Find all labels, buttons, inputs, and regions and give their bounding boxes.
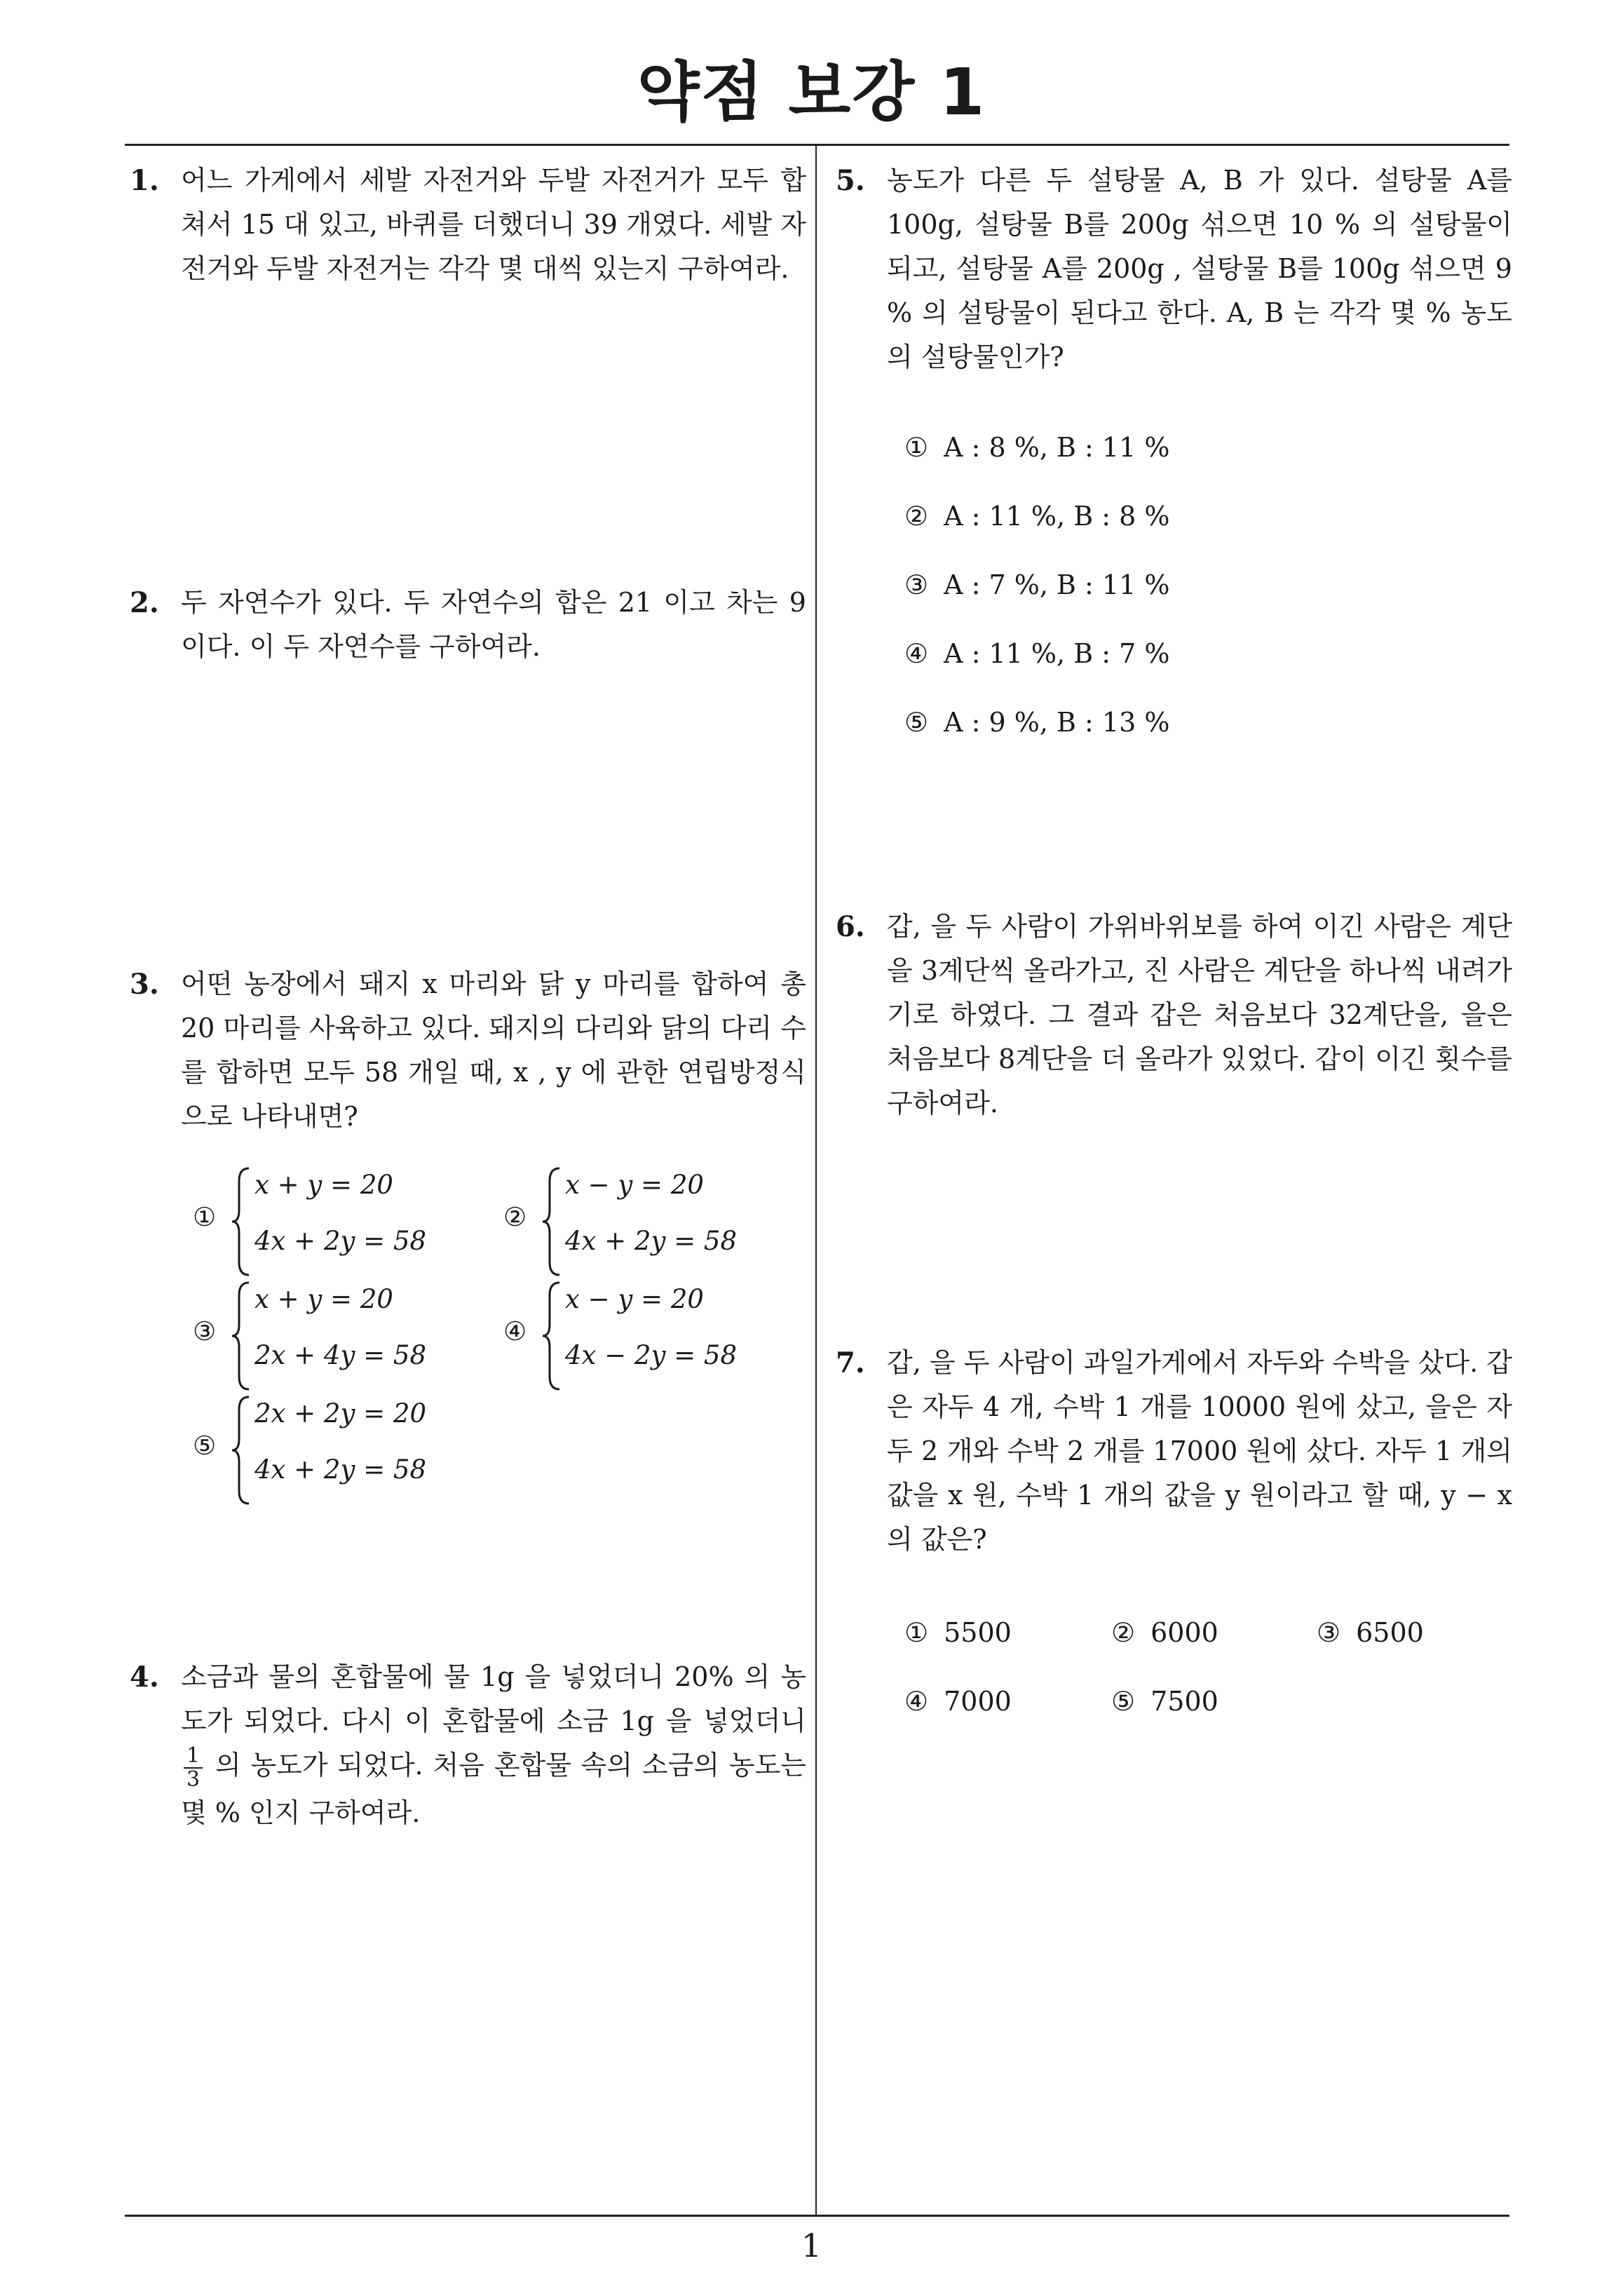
problem-number: 2. [130, 586, 159, 619]
choice-text: 5500 [944, 1617, 1012, 1648]
problem-text: 두 자연수가 있다. 두 자연수의 합은 21 이고 차는 9 이다. 이 두 자연수를 구하여라. [181, 587, 806, 662]
choice-4[interactable] [904, 638, 1169, 669]
equation: x + y = 20 [254, 1284, 393, 1314]
equation: 4x + 2y = 58 [565, 1226, 737, 1256]
choice-mark: ④ [503, 1316, 527, 1346]
choice-text: 7500 [1150, 1686, 1218, 1717]
equation: 2x + 4y = 58 [254, 1340, 426, 1370]
problem-2 [130, 581, 806, 669]
brace-icon [541, 1166, 562, 1278]
equation: 4x + 2y = 58 [254, 1226, 426, 1256]
problem-text: 갑, 을 두 사람이 과일가게에서 자두와 수박을 샀다. 갑은 자두 4 개, 수박 1 개를 10000 원에 샀고, 을은 자두 2 개와 수박 2 개를 17000 원에 샀다. 자두 1 개의 값을 x 원, 수박 1 개의 값을 y 원이라고 할 때, y − x 의 값은? [887, 1347, 1512, 1555]
problem-text: 농도가 다른 두 설탕물 A, B 가 있다. 설탕물 A를 100g, 설탕물 B를 200g 섞으면 10 % 의 설탕물이 되고, 설탕물 A를 200g , 설탕물 B를 100g 섞으면 9 % 의 설탕물이 된다고 한다. A, B 는 각각 몇 % 농도의 설탕물인가? [887, 165, 1512, 372]
choice-5[interactable] [1111, 1686, 1218, 1717]
problem-number: 1. [130, 164, 159, 197]
choice-mark: ④ [904, 1686, 929, 1717]
choice-mark: ⑤ [193, 1431, 217, 1461]
choice-text: 7000 [944, 1686, 1012, 1717]
choice-text: A : 7 %, B : 11 % [944, 569, 1170, 600]
choice-mark: ③ [1317, 1617, 1341, 1648]
problem-text-part: 소금과 물의 혼합물에 물 1g 을 넣었더니 20% 의 농도가 되었다. 다시 이 혼합물에 소금 1g 을 넣었더니 [181, 1661, 806, 1736]
brace-icon [231, 1394, 252, 1506]
fraction-denominator: 3 [186, 1767, 201, 1792]
choice-2[interactable] [1111, 1617, 1218, 1648]
choice-mark: ② [503, 1202, 527, 1232]
fraction-numerator: 1 [184, 1745, 203, 1769]
problem-number: 6. [836, 910, 865, 943]
fraction [184, 1745, 203, 1791]
problem-number: 3. [130, 968, 159, 1001]
problem-text: 어느 가게에서 세발 자전거와 두발 자전거가 모두 합쳐서 15 대 있고, 바퀴를 더했더니 39 개였다. 세발 자전거와 두발 자전거는 각각 몇 대씩 있는지 구하여라. [181, 165, 806, 284]
brace-icon [541, 1280, 562, 1392]
choice-mark: ② [1111, 1617, 1136, 1648]
equation: x + y = 20 [254, 1170, 393, 1200]
equation: 4x − 2y = 58 [565, 1340, 737, 1370]
choice-mark: ③ [193, 1316, 217, 1346]
brace-icon [231, 1280, 252, 1392]
page-title: 약점 보강 1 [637, 55, 986, 130]
choice-3[interactable] [904, 569, 1169, 600]
problem-5 [836, 158, 1512, 379]
choice-text: A : 11 %, B : 8 % [944, 501, 1170, 532]
page-number: 1 [801, 2227, 822, 2264]
choice-4[interactable] [904, 1686, 1012, 1717]
problem-text [181, 1655, 806, 1835]
equation: x − y = 20 [565, 1284, 704, 1314]
top-rule [125, 144, 1509, 146]
choice-mark: ④ [904, 638, 929, 669]
choice-text: A : 8 %, B : 11 % [944, 432, 1170, 463]
choice-2[interactable] [904, 501, 1169, 532]
choice-text: A : 9 %, B : 13 % [944, 707, 1170, 738]
choice-text: A : 11 %, B : 7 % [944, 638, 1170, 669]
problem-text-part: 의 농도가 되었다. 처음 혼합물 속의 소금의 농도는 몇 % 인지 구하여라. [181, 1750, 806, 1828]
choice-3[interactable] [1317, 1617, 1424, 1648]
choice-mark: ① [904, 1617, 929, 1648]
choice-text: 6000 [1150, 1617, 1218, 1648]
equation: 2x + 2y = 20 [254, 1398, 426, 1429]
problem-4 [130, 1655, 806, 1835]
bottom-rule [125, 2215, 1509, 2217]
choice-mark: ⑤ [904, 707, 929, 738]
equation: 4x + 2y = 58 [254, 1454, 426, 1485]
choice-mark: ① [193, 1202, 217, 1232]
problem-7 [836, 1341, 1512, 1562]
column-divider [815, 146, 817, 2215]
choice-mark: ① [904, 432, 929, 463]
equation: x − y = 20 [565, 1170, 704, 1200]
choice-mark: ③ [904, 569, 929, 600]
problem-text: 어떤 농장에서 돼지 x 마리와 닭 y 마리를 합하여 총 20 마리를 사육하고 있다. 돼지의 다리와 닭의 다리 수를 합하면 모두 58 개일 때, x , y 에 관한 연립방정식으로 나타내면? [181, 968, 806, 1132]
choice-text: 6500 [1356, 1617, 1424, 1648]
choice-1[interactable] [904, 1617, 1012, 1648]
brace-icon [231, 1166, 252, 1278]
problem-text: 갑, 을 두 사람이 가위바위보를 하여 이긴 사람은 계단을 3계단씩 올라가고, 진 사람은 계단을 하나씩 내려가기로 하였다. 그 결과 갑은 처음보다 32계단을, 을은 처음보다 8계단을 더 올라가 있었다. 갑이 이긴 횟수를 구하여라. [887, 911, 1512, 1119]
problem-3 [130, 962, 806, 1139]
problem-number: 5. [836, 164, 865, 197]
choice-mark: ② [904, 501, 929, 532]
problem-number: 4. [130, 1661, 159, 1694]
problem-1 [130, 158, 806, 291]
choice-1[interactable] [904, 432, 1169, 463]
choice-mark: ⑤ [1111, 1686, 1136, 1717]
problem-6 [836, 905, 1512, 1126]
choice-5[interactable] [904, 707, 1169, 738]
problem-number: 7. [836, 1346, 865, 1379]
